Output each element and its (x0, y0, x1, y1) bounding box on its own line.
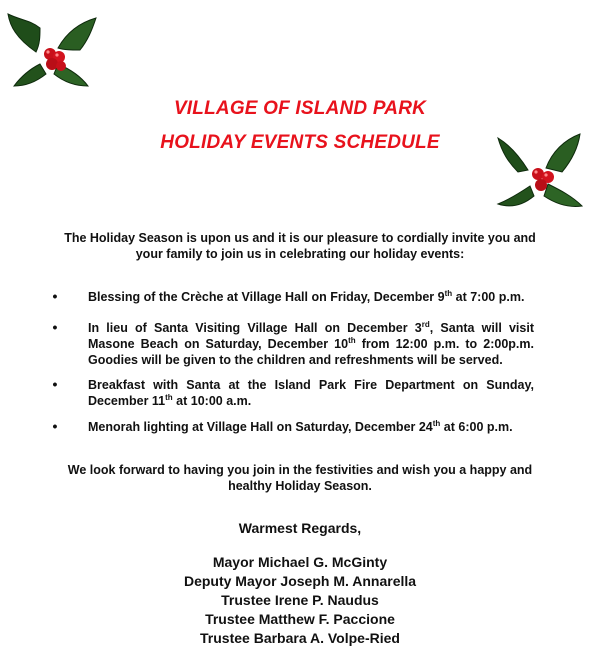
list-item: Menorah lighting at Village Hall on Saturday, December 24th at 6:00 p.m. (88, 418, 513, 434)
bullet-icon: • (52, 418, 58, 434)
list-item: Blessing of the Crèche at Village Hall on Friday, December 9th at 7:00 p.m. (88, 288, 525, 304)
intro-paragraph: The Holiday Season is upon us and it is our pleasure to cordially invite you and your family to join us in celebrating our holiday events: (64, 231, 536, 261)
list-item: Breakfast with Santa at the Island Park Fire Department on Sunday, December 11th at 10:00 a.m. (88, 378, 534, 408)
page-title: VILLAGE OF ISLAND PARK (173, 98, 427, 119)
regards-line: Warmest Regards, (238, 520, 362, 536)
signer-name: Mayor Michael G. McGinty (212, 554, 388, 570)
signer-list (0, 553, 600, 648)
page-subtitle: HOLIDAY EVENTS SCHEDULE (160, 132, 440, 153)
list-item: In lieu of Santa Visiting Village Hall on December 3rd, Santa will visit Masone Beach on Saturday, December 10th from 12:00 p.m. to 2:00p.m. Goodies will be given to the children and refreshments will be served. (88, 319, 534, 367)
closing-paragraph: We look forward to having you join in the festivities and wish you a happy and healthy Holiday Season. (67, 463, 533, 493)
bullet-icon: • (52, 319, 58, 335)
signer-name: Trustee Barbara A. Volpe-Ried (200, 630, 400, 646)
signer-name: Trustee Matthew F. Paccione (205, 611, 395, 627)
bullet-icon: • (52, 376, 58, 392)
bullet-icon: • (52, 288, 58, 304)
signer-name: Deputy Mayor Joseph M. Annarella (183, 573, 417, 589)
holly-icon (6, 8, 98, 88)
signer-name: Trustee Irene P. Naudus (221, 592, 379, 608)
